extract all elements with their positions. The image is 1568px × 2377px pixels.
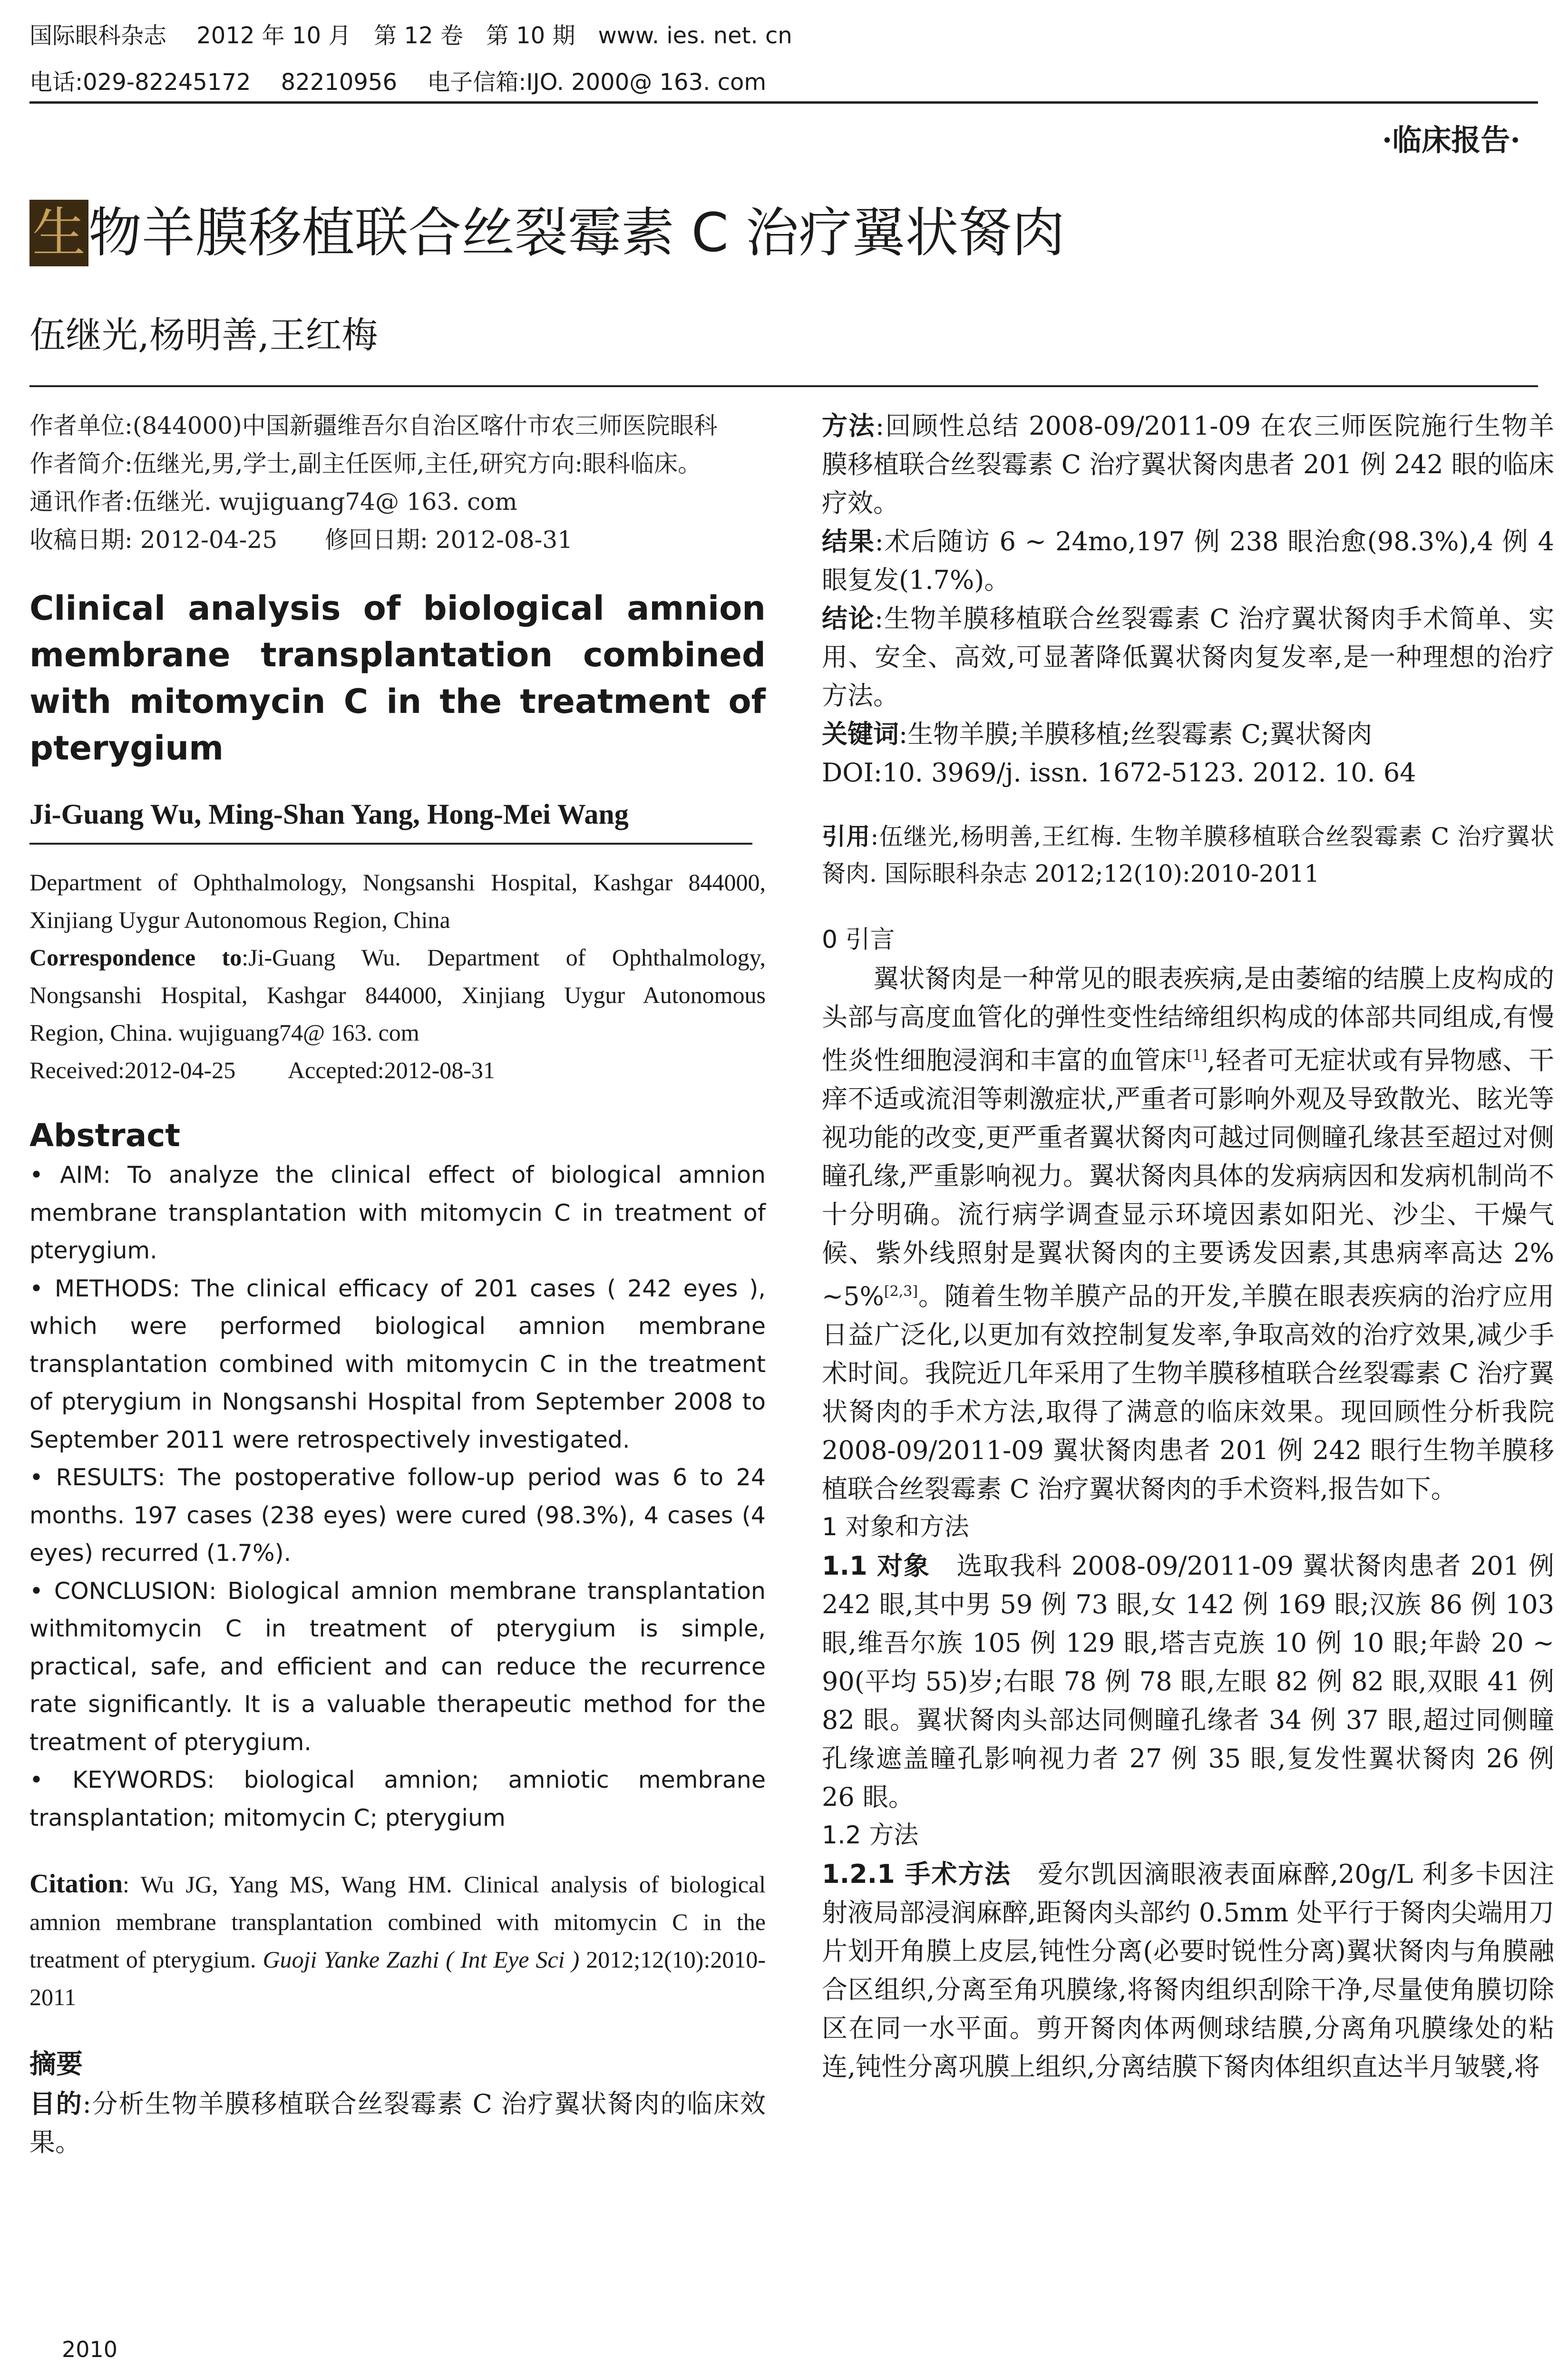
right-column: [822, 407, 1554, 2086]
abstract-heading: Abstract: [29, 1117, 180, 1154]
journal-header-line1: 国际眼科杂志 2012 年 10 月 第 12 卷 第 10 期 www. ies. net. cn: [29, 22, 792, 49]
title-drop-cap: 生: [29, 200, 88, 266]
citation-tail: 2012;12(10):2010-2011: [29, 1946, 766, 2010]
corresponding-author-cn: 通讯作者:伍继光. wujiguang74@ 163. com: [29, 488, 517, 516]
intro-paragraph: [822, 959, 1554, 1508]
authors-en-rule: [29, 843, 752, 845]
intro-ref-2: [2,3]: [884, 1283, 918, 1300]
intro-heading: 0 引言: [822, 925, 895, 954]
title-text: 物羊膜移植联合丝裂霉素 C 治疗翼状胬肉: [88, 202, 1065, 264]
citation-en: [29, 1865, 766, 2016]
affiliation-block-cn: [29, 407, 766, 559]
correspondence-en: [29, 939, 766, 1052]
keywords-label: 关键词: [822, 719, 899, 749]
methods-text: :回顾性总结 2008-09/2011-09 在农三师医院施行生物羊膜移植联合丝裂霉素 C 治疗翼状胬肉患者 201 例 242 眼的临床疗效。: [822, 411, 1554, 518]
summary-aim: [29, 2085, 766, 2162]
left-column: [29, 407, 766, 2162]
authors-en: Ji-Guang Wu, Ming-Shan Yang, Hong-Mei Wang: [29, 799, 629, 830]
cite-label: 引用: [822, 823, 871, 850]
intro-text-1: 翼状胬肉是一种常见的眼表疾病,是由萎缩的结膜上皮构成的头部与高度血管化的弹性变性结缔组织构成的体部共同组成,有慢性炎性细胞浸润和丰富的血管床: [822, 964, 1554, 1075]
abstract-results: • RESULTS: The postoperative follow-up period was 6 to 24 months. 197 cases (238 eyes) were cured (98.3%), 4 cases (4 eyes) recurred (1.7%).: [29, 1464, 766, 1567]
cite-cn: [822, 818, 1554, 892]
citation-journal: Guoji Yanke Zazhi ( Int Eye Sci ): [263, 1946, 580, 1973]
section-1-1-text: 选取我科 2008-09/2011-09 翼状胬肉患者 201 例 242 眼,其中男 59 例 73 眼,女 142 例 169 眼;汉族 86 例 103 眼,维吾尔族 105 例 129 眼,塔吉克族 10 例 10 眼;年龄 20 ~ 90(平均 55)岁;右眼 78 例 78 眼,左眼 82 例 82 眼,双眼 41 例 82 眼。翼状胬肉头部达同侧瞳孔缘者 34 例 37 眼,超过同侧瞳孔缘遮盖瞳孔影响视力者 27 例 35 眼,复发性翼状胬肉 26 例 26 眼。: [822, 1551, 1554, 1812]
author-bio-cn: 作者简介:伍继光,男,学士,副主任医师,主任,研究方向:眼科临床。: [29, 450, 702, 477]
page-number: 2010: [62, 2337, 118, 2362]
summary-conclusion: [822, 599, 1554, 715]
summary-heading: 摘要: [29, 2049, 83, 2080]
section-1-2-1: [822, 1855, 1554, 2086]
intro-text-3: 。随着生物羊膜产品的开发,羊膜在眼表疾病的治疗应用日益广泛化,以更加有效控制复发率,争取高效的治疗效果,减少手术时间。我院近几年采用了生物羊膜移植联合丝裂霉素 C 治疗翼状胬肉的手术方法,取得了满意的临床效果。现回顾性分析我院 2008-09/2011-09 翼状胬肉患者 201 例 242 眼行生物羊膜移植联合丝裂霉素 C 治疗翼状胬肉的手术资料,报告如下。: [822, 1281, 1554, 1504]
intro-text-2: ,轻者可无症状或有异物感、干痒不适或流泪等刺激症状,严重者可影响外观及导致散光、眩光等视功能的改变,更严重者翼状胬肉可越过同侧瞳孔缘甚至超过对侧瞳孔缘,严重影响视力。翼状胬肉具体的发病病因和发病机制尚不十分明确。流行病学调查显示环境因素如阳光、沙尘、干燥气候、紫外线照射是翼状胬肉的主要诱发因素,其患病率高达 2% ~5%: [822, 1045, 1554, 1311]
conclusion-text: :生物羊膜移植联合丝裂霉素 C 治疗翼状胬肉手术简单、实用、安全、高效,可显著降低翼状胬肉复发率,是一种理想的治疗方法。: [822, 604, 1554, 711]
section-1-2-1-label: 1.2.1 手术方法: [822, 1859, 1012, 1889]
abstract-methods: • METHODS: The clinical efficacy of 201 cases ( 242 eyes ), which were performed biological amnion membrane transplantation combined with mitomycin C in the treatment of pterygium in Nongsanshi Hospital from September 2008 to September 2011 were retrospectively investigated.: [29, 1275, 766, 1453]
received-accepted-en: Received:2012-04-25 Accepted:2012-08-31: [29, 1057, 495, 1083]
section-1-2-heading: 1.2 方法: [822, 1821, 919, 1850]
correspondence-text: :Ji-Guang Wu. Department of Ophthalmology, Nongsanshi Hospital, Kashgar 844000, Xinjiang Uygur Autonomous Region, China. wujiguang74@ 163. com: [29, 944, 766, 1046]
received-date-cn: 收稿日期: 2012-04-25 修回日期: 2012-08-31: [29, 526, 573, 554]
abstract-keywords: • KEYWORDS: biological amnion; amniotic membrane transplantation; mitomycin C; pterygium: [29, 1766, 766, 1831]
authors-cn: 伍继光,杨明善,王红梅: [29, 314, 378, 356]
title-en: Clinical analysis of biological amnion membrane transplantation combined with mitomycin C in the treatment of pterygium: [29, 589, 766, 768]
summary-results: [822, 522, 1554, 599]
section-1-2-1-text: 爱尔凯因滴眼液表面麻醉,20g/L 利多卡因注射液局部浸润麻醉,距胬肉头部约 0.5mm 处平行于胬肉尖端用刀片划开角膜上皮层,钝性分离(必要时锐性分离)翼状胬肉与角膜融合区组织,分离至角巩膜缘,将胬肉组织刮除干净,尽量使角膜切除区在同一水平面。剪开胬肉体两侧球结膜,分离角巩膜缘处的粘连,钝性分离巩膜上组织,分离结膜下胬肉体组织直达半月皱襞,将: [822, 1859, 1554, 2082]
intro-ref-1: [1]: [1187, 1047, 1208, 1064]
affiliation-cn: 作者单位:(844000)中国新疆维吾尔自治区喀什市农三师医院眼科: [29, 412, 718, 439]
summary-keywords: [822, 715, 1554, 753]
article-title: [29, 200, 1065, 266]
results-label: 结果: [822, 526, 875, 556]
abstract-aim: • AIM: To analyze the clinical effect of biological amnion membrane transplantation with mitomycin C in treatment of pterygium.: [29, 1161, 766, 1264]
keywords-text: :生物羊膜;羊膜移植;丝裂霉素 C;翼状胬肉: [899, 719, 1373, 749]
aim-text: :分析生物羊膜移植联合丝裂霉素 C 治疗翼状胬肉的临床效果。: [29, 2089, 766, 2157]
methods-label: 方法: [822, 411, 876, 441]
section-label: ·临床报告·: [1382, 123, 1520, 157]
section-1-1: [822, 1547, 1554, 1816]
section-1-1-label: 1.1 对象: [822, 1551, 930, 1581]
header-rule: [29, 101, 1538, 104]
aim-label: 目的: [29, 2089, 83, 2119]
results-text: :术后随访 6 ~ 24mo,197 例 238 眼治愈(98.3%),4 例 4 眼复发(1.7%)。: [822, 526, 1555, 595]
correspondence-label: Correspondence to: [29, 944, 242, 971]
citation-label: Citation: [29, 1869, 123, 1899]
authors-rule: [29, 385, 1538, 387]
cite-text: :伍继光,杨明善,王红梅. 生物羊膜移植联合丝裂霉素 C 治疗翼状胬肉. 国际眼科杂志 2012;12(10):2010-2011: [822, 823, 1555, 887]
abstract-conclusion: • CONCLUSION: Biological amnion membrane transplantation withmitomycin C in treatment of pterygium is simple, practical, safe, and efficient and can reduce the recurrence rate significantly. It is a valuable therapeutic method for the treatment of pterygium.: [29, 1577, 766, 1756]
journal-header-line2: 电话:029-82245172 82210956 电子信箱:IJO. 2000@ 163. com: [29, 69, 767, 96]
citation-text: : Wu JG, Yang MS, Wang HM. Clinical analysis of biological amnion membrane transplantation combined with mitomycin C in the treatment of pterygium.: [29, 1871, 766, 1973]
section1-heading: 1 对象和方法: [822, 1513, 969, 1541]
affiliation-en: Department of Ophthalmology, Nongsanshi Hospital, Kashgar 844000, Xinjiang Uygur Autonomous Region, China: [29, 869, 766, 933]
conclusion-label: 结论: [822, 604, 875, 633]
summary-methods: [822, 407, 1554, 522]
doi: DOI:10. 3969/j. issn. 1672-5123. 2012. 10. 64: [822, 758, 1416, 788]
